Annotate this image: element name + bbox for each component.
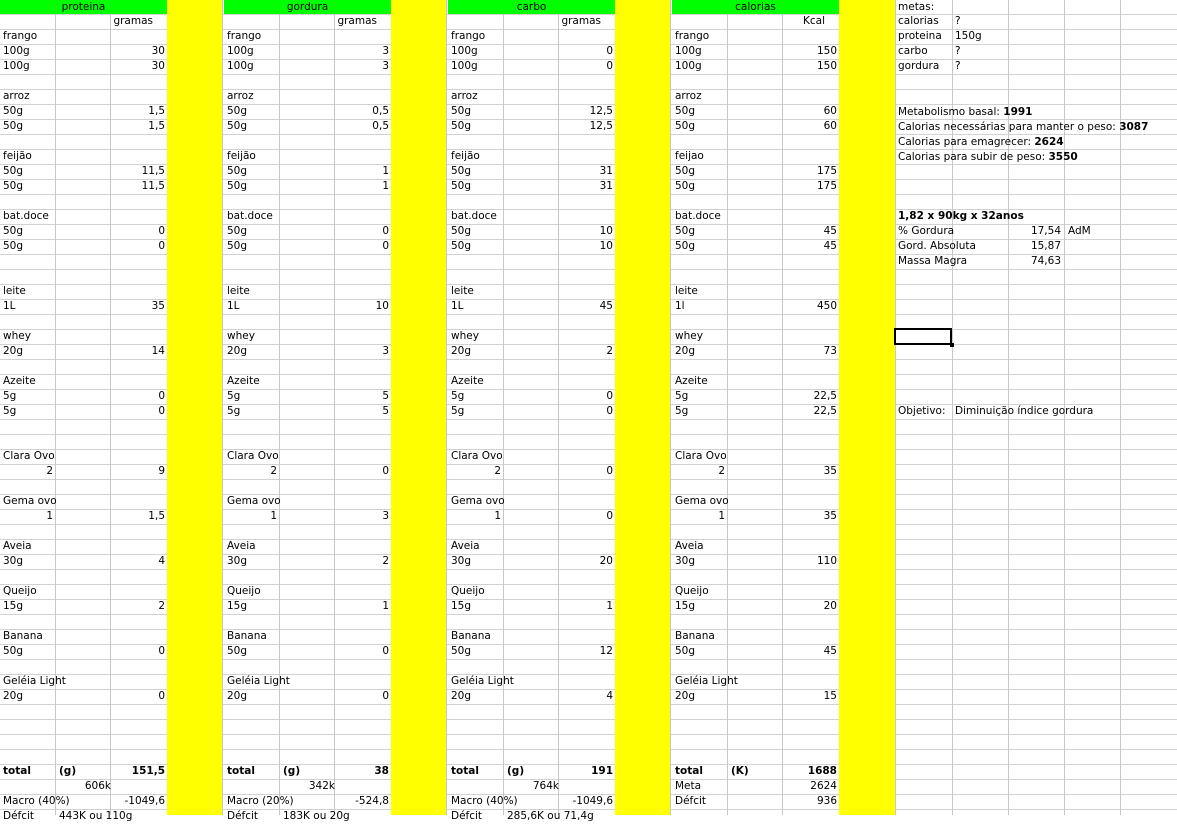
quantity-cell[interactable]: 50g (227, 240, 248, 252)
value-cell[interactable]: 3 (382, 60, 389, 72)
goal-label[interactable]: proteina (898, 30, 942, 42)
quantity-cell[interactable]: 30g (675, 555, 696, 567)
value-cell[interactable]: 60 (823, 120, 837, 132)
unit-label: gramas (337, 15, 377, 27)
value-cell[interactable]: 150 (816, 60, 837, 72)
quantity-cell[interactable]: 20g (3, 345, 24, 357)
gridline-col (670, 0, 671, 815)
quantity-cell[interactable]: 1 (46, 510, 53, 522)
value-cell[interactable]: 45 (823, 645, 837, 657)
unit-label: Kcal (802, 15, 825, 27)
food-name-cell[interactable]: Gema ovo (675, 495, 729, 507)
quantity-cell[interactable]: 50g (3, 645, 24, 657)
value-cell[interactable]: 35 (151, 300, 165, 312)
food-name-cell[interactable]: Gema ovo (227, 495, 281, 507)
value-cell[interactable]: 110 (816, 555, 837, 567)
quantity-cell[interactable]: 1L (227, 300, 240, 312)
objective-value[interactable]: Diminuição índice gordura (955, 405, 1094, 417)
metabolism-value: 2624 (1034, 136, 1064, 148)
food-name-cell[interactable]: whey (227, 330, 255, 342)
summary-label[interactable]: Macro (20%) (227, 795, 294, 807)
value-cell[interactable]: 11,5 (141, 180, 165, 192)
quantity-cell[interactable]: 15g (3, 600, 24, 612)
value-cell[interactable]: 31 (599, 165, 613, 177)
quantity-cell[interactable]: 50g (227, 180, 248, 192)
food-name-cell[interactable]: Clara Ovo (675, 450, 727, 462)
stat-value[interactable]: 74,63 (1030, 255, 1061, 267)
value-cell[interactable]: 45 (823, 225, 837, 237)
value-cell[interactable]: 175 (816, 165, 837, 177)
quantity-cell[interactable]: 50g (675, 165, 696, 177)
value-cell[interactable]: 22,5 (813, 405, 837, 417)
quantity-cell[interactable]: 15g (227, 600, 248, 612)
gridline-col (727, 0, 728, 815)
gridline-col (55, 0, 56, 815)
value-cell[interactable]: 10 (599, 225, 613, 237)
unit-label: gramas (113, 15, 153, 27)
quantity-cell[interactable]: 5g (227, 390, 241, 402)
metabolism-text: Calorias para emagrecer: (898, 136, 1035, 148)
value-cell[interactable]: 11,5 (141, 165, 165, 177)
quantity-cell[interactable]: 50g (227, 225, 248, 237)
value-cell[interactable]: 9 (158, 465, 165, 477)
total-value[interactable]: 191 (591, 765, 613, 777)
unit-label: gramas (561, 15, 601, 27)
quantity-cell[interactable]: 5g (227, 405, 241, 417)
quantity-cell[interactable]: 20g (451, 690, 472, 702)
stat-label[interactable]: % Gordura (898, 225, 955, 237)
quantity-cell[interactable]: 50g (227, 165, 248, 177)
gridline-col (222, 0, 223, 815)
value-cell[interactable]: 12 (599, 645, 613, 657)
quantity-cell[interactable]: 50g (3, 120, 24, 132)
metabolism-value: 3087 (1119, 121, 1149, 133)
goal-value[interactable]: ? (955, 45, 961, 57)
value-cell[interactable]: 150 (816, 45, 837, 57)
food-name-cell[interactable]: Banana (451, 630, 491, 642)
quantity-cell[interactable]: 50g (3, 225, 24, 237)
quantity-cell[interactable]: 5g (451, 405, 465, 417)
quantity-cell[interactable]: 15g (675, 600, 696, 612)
quantity-cell[interactable]: 30g (3, 555, 24, 567)
quantity-cell[interactable]: 1 (270, 510, 277, 522)
food-name-cell[interactable]: leite (451, 285, 474, 297)
food-name-cell[interactable]: feijão (227, 150, 256, 162)
food-name-cell[interactable]: Aveia (675, 540, 704, 552)
total-label[interactable]: total (3, 765, 31, 777)
quantity-cell[interactable]: 50g (451, 165, 472, 177)
quantity-cell[interactable]: 50g (451, 225, 472, 237)
food-name-cell[interactable]: leite (675, 285, 698, 297)
stat-label[interactable]: Massa Magra (898, 255, 968, 267)
value-cell[interactable]: 0 (158, 645, 165, 657)
value-cell[interactable]: 45 (599, 300, 613, 312)
summary-label[interactable]: Défcit (451, 810, 483, 822)
food-name-cell[interactable]: feijão (451, 150, 480, 162)
quantity-cell[interactable]: 1 (494, 510, 501, 522)
stat-label[interactable]: Gord. Absoluta (898, 240, 976, 252)
food-name-cell[interactable]: arroz (675, 90, 702, 102)
quantity-cell[interactable]: 100g (451, 60, 478, 72)
summary-value[interactable]: 2624 (810, 780, 837, 792)
value-cell[interactable]: 60 (823, 105, 837, 117)
food-name-cell[interactable]: Geléia Light (675, 675, 738, 687)
food-name-cell[interactable]: bat.doce (3, 210, 49, 222)
separator-column (391, 0, 446, 815)
total-unit[interactable]: (g) (283, 765, 301, 777)
value-cell[interactable]: 1 (382, 600, 389, 612)
quantity-cell[interactable]: 100g (227, 45, 254, 57)
value-cell[interactable]: 5 (382, 405, 389, 417)
food-name-cell[interactable]: feijão (3, 150, 32, 162)
quantity-cell[interactable]: 50g (451, 240, 472, 252)
value-cell[interactable]: 1,5 (148, 105, 165, 117)
total-label[interactable]: total (675, 765, 703, 777)
metas-title: metas: (898, 1, 935, 13)
food-name-cell[interactable]: Gema ovo (451, 495, 505, 507)
quantity-cell[interactable]: 5g (675, 405, 689, 417)
food-name-cell[interactable]: Queijo (451, 585, 485, 597)
quantity-cell[interactable]: 50g (675, 240, 696, 252)
food-name-cell[interactable]: Azeite (451, 375, 484, 387)
food-name-cell[interactable]: frango (675, 30, 710, 42)
total-unit[interactable]: (g) (59, 765, 77, 777)
summary-note[interactable]: 606k (84, 780, 111, 792)
quantity-cell[interactable]: 50g (675, 105, 696, 117)
metabolism-line[interactable] (898, 120, 1168, 135)
goal-value[interactable]: 150g (955, 30, 982, 42)
quantity-cell[interactable]: 100g (675, 60, 702, 72)
selected-cell[interactable] (894, 328, 952, 345)
food-name-cell[interactable]: Banana (3, 630, 43, 642)
total-value[interactable]: 38 (374, 765, 389, 777)
quantity-cell[interactable]: 50g (451, 645, 472, 657)
quantity-cell[interactable]: 50g (675, 180, 696, 192)
quantity-cell[interactable]: 5g (3, 405, 17, 417)
quantity-cell[interactable]: 20g (227, 690, 248, 702)
quantity-cell[interactable]: 20g (675, 345, 696, 357)
value-cell[interactable]: 30 (151, 45, 165, 57)
food-name-cell[interactable]: Geléia Light (451, 675, 514, 687)
value-cell[interactable]: 0 (606, 60, 613, 72)
quantity-cell[interactable]: 50g (3, 240, 24, 252)
value-cell[interactable]: 1,5 (148, 120, 165, 132)
food-name-cell[interactable]: Aveia (3, 540, 32, 552)
food-name-cell[interactable]: Azeite (3, 375, 36, 387)
quantity-cell[interactable]: 50g (451, 105, 472, 117)
value-cell[interactable]: 73 (823, 345, 837, 357)
goal-value[interactable]: ? (955, 15, 961, 27)
value-cell[interactable]: 10 (599, 240, 613, 252)
value-cell[interactable]: 4 (158, 555, 165, 567)
gridline-col (503, 0, 504, 815)
value-cell[interactable]: 0 (606, 390, 613, 402)
value-cell[interactable]: 1 (382, 165, 389, 177)
food-name-cell[interactable]: feijao (675, 150, 704, 162)
summary-value[interactable]: -524,8 (355, 795, 389, 807)
value-cell[interactable]: 10 (375, 300, 389, 312)
metabolism-value: 3550 (1048, 151, 1078, 163)
value-cell[interactable]: 0,5 (372, 120, 389, 132)
food-name-cell[interactable]: Azeite (675, 375, 708, 387)
quantity-cell[interactable]: 100g (675, 45, 702, 57)
block-header: gordura (224, 0, 391, 14)
block-header: carbo (448, 0, 615, 14)
value-cell[interactable]: 31 (599, 180, 613, 192)
food-name-cell[interactable]: leite (227, 285, 250, 297)
separator-column (839, 0, 895, 815)
food-name-cell[interactable]: bat.doce (451, 210, 497, 222)
value-cell[interactable]: 0 (158, 390, 165, 402)
stat-value[interactable]: 15,87 (1030, 240, 1061, 252)
value-cell[interactable]: 5 (382, 390, 389, 402)
quantity-cell[interactable]: 2 (718, 465, 725, 477)
value-cell[interactable]: 0 (606, 45, 613, 57)
summary-note[interactable]: 443K ou 110g (59, 810, 133, 822)
quantity-cell[interactable]: 2 (494, 465, 501, 477)
quantity-cell[interactable]: 5g (675, 390, 689, 402)
summary-note[interactable]: 285,6K ou 71,4g (507, 810, 594, 822)
quantity-cell[interactable]: 20g (3, 690, 24, 702)
summary-label[interactable]: Défcit (3, 810, 35, 822)
objective-label[interactable]: Objetivo: (898, 405, 946, 417)
quantity-cell[interactable]: 5g (3, 390, 17, 402)
summary-note[interactable]: 183K ou 20g (283, 810, 350, 822)
food-name-cell[interactable]: arroz (3, 90, 30, 102)
value-cell[interactable]: 12,5 (589, 105, 613, 117)
value-cell[interactable]: 35 (823, 510, 837, 522)
goal-value[interactable]: ? (955, 60, 961, 72)
summary-value[interactable]: -1049,6 (572, 795, 613, 807)
goal-label[interactable]: carbo (898, 45, 928, 57)
gridline-col (279, 0, 280, 815)
summary-value[interactable]: 936 (816, 795, 837, 807)
total-label[interactable]: total (227, 765, 255, 777)
value-cell[interactable]: 12,5 (589, 120, 613, 132)
summary-value[interactable]: -1049,6 (124, 795, 165, 807)
value-cell[interactable]: 22,5 (813, 390, 837, 402)
metabolism-value: 1991 (1003, 106, 1033, 118)
value-cell[interactable]: 0 (606, 510, 613, 522)
value-cell[interactable]: 2 (382, 555, 389, 567)
food-name-cell[interactable]: Banana (675, 630, 715, 642)
stat-value[interactable]: 17,54 (1030, 225, 1061, 237)
quantity-cell[interactable]: 20g (451, 345, 472, 357)
food-name-cell[interactable]: bat.doce (227, 210, 273, 222)
metabolism-text: Calorias necessárias para manter o peso: (898, 121, 1120, 133)
block-header: proteina (0, 0, 167, 14)
summary-note[interactable]: 342k (308, 780, 335, 792)
value-cell[interactable]: 2 (606, 345, 613, 357)
value-cell[interactable]: 20 (599, 555, 613, 567)
food-name-cell[interactable]: whey (451, 330, 479, 342)
value-cell[interactable]: 0 (382, 225, 389, 237)
food-name-cell[interactable]: arroz (451, 90, 478, 102)
summary-label[interactable]: Macro (40%) (451, 795, 518, 807)
summary-label[interactable]: Macro (40%) (3, 795, 70, 807)
metabolism-line[interactable] (898, 105, 1168, 120)
food-name-cell[interactable]: Azeite (227, 375, 260, 387)
quantity-cell[interactable]: 50g (227, 105, 248, 117)
food-name-cell[interactable]: Aveia (451, 540, 480, 552)
food-name-cell[interactable]: whey (3, 330, 31, 342)
quantity-cell[interactable]: 5g (451, 390, 465, 402)
value-cell[interactable]: 450 (816, 300, 837, 312)
food-name-cell[interactable]: Clara Ovo (227, 450, 279, 462)
quantity-cell[interactable]: 50g (3, 180, 24, 192)
summary-label[interactable]: Défcit (227, 810, 259, 822)
value-cell[interactable]: 14 (151, 345, 165, 357)
quantity-cell[interactable]: 100g (3, 45, 30, 57)
separator-column (167, 0, 222, 815)
value-cell[interactable]: 1 (382, 180, 389, 192)
value-cell[interactable]: 0 (158, 405, 165, 417)
quantity-cell[interactable]: 50g (675, 120, 696, 132)
value-cell[interactable]: 175 (816, 180, 837, 192)
value-cell[interactable]: 4 (606, 690, 613, 702)
value-cell[interactable]: 3 (382, 510, 389, 522)
food-name-cell[interactable]: frango (227, 30, 262, 42)
food-name-cell[interactable]: frango (3, 30, 38, 42)
quantity-cell[interactable]: 50g (227, 645, 248, 657)
quantity-cell[interactable]: 30g (227, 555, 248, 567)
quantity-cell[interactable]: 1 (718, 510, 725, 522)
quantity-cell[interactable]: 30g (451, 555, 472, 567)
quantity-cell[interactable]: 2 (270, 465, 277, 477)
total-value[interactable]: 151,5 (131, 765, 165, 777)
quantity-cell[interactable]: 1l (675, 300, 685, 312)
food-name-cell[interactable]: Banana (227, 630, 267, 642)
metabolism-line[interactable] (898, 135, 1168, 150)
quantity-cell[interactable]: 20g (675, 690, 696, 702)
quantity-cell[interactable]: 50g (451, 180, 472, 192)
value-cell[interactable]: 2 (158, 600, 165, 612)
quantity-cell[interactable]: 15g (451, 600, 472, 612)
food-name-cell[interactable]: Queijo (3, 585, 37, 597)
food-name-cell[interactable]: Queijo (675, 585, 709, 597)
value-cell[interactable]: 0 (382, 690, 389, 702)
quantity-cell[interactable]: 100g (227, 60, 254, 72)
separator-column (615, 0, 670, 815)
value-cell[interactable]: 3 (382, 45, 389, 57)
value-cell[interactable]: 0 (158, 690, 165, 702)
quantity-cell[interactable]: 50g (675, 225, 696, 237)
food-name-cell[interactable]: Geléia Light (227, 675, 290, 687)
summary-label[interactable]: Défcit (675, 795, 707, 807)
value-cell[interactable]: 0 (606, 465, 613, 477)
metabolism-line[interactable] (898, 150, 1168, 165)
summary-note[interactable]: 764k (532, 780, 559, 792)
food-name-cell[interactable]: Clara Ovo (451, 450, 503, 462)
food-name-cell[interactable]: whey (675, 330, 703, 342)
value-cell[interactable]: 1 (606, 600, 613, 612)
total-unit[interactable]: (K) (731, 765, 749, 777)
quantity-cell[interactable]: 1L (3, 300, 16, 312)
food-name-cell[interactable]: Clara Ovo (3, 450, 55, 462)
value-cell[interactable]: 0 (382, 240, 389, 252)
value-cell[interactable]: 35 (823, 465, 837, 477)
food-name-cell[interactable]: Aveia (227, 540, 256, 552)
value-cell[interactable]: 0 (158, 240, 165, 252)
food-name-cell[interactable]: bat.doce (675, 210, 721, 222)
quantity-cell[interactable]: 100g (3, 60, 30, 72)
food-name-cell[interactable]: Gema ovo (3, 495, 57, 507)
value-cell[interactable]: 0 (382, 465, 389, 477)
quantity-cell[interactable]: 20g (227, 345, 248, 357)
gridline-col (446, 0, 447, 815)
quantity-cell[interactable]: 50g (451, 120, 472, 132)
quantity-cell[interactable]: 50g (3, 105, 24, 117)
quantity-cell[interactable]: 100g (451, 45, 478, 57)
value-cell[interactable]: 0 (382, 645, 389, 657)
value-cell[interactable]: 0,5 (372, 105, 389, 117)
total-value[interactable]: 1688 (807, 765, 837, 777)
food-name-cell[interactable]: frango (451, 30, 486, 42)
total-label[interactable]: total (451, 765, 479, 777)
gridline-col (895, 0, 896, 815)
value-cell[interactable]: 20 (823, 600, 837, 612)
value-cell[interactable]: 45 (823, 240, 837, 252)
metabolism-text: Calorias para subir de peso: (898, 151, 1049, 163)
quantity-cell[interactable]: 50g (675, 645, 696, 657)
goal-label[interactable]: gordura (898, 60, 940, 72)
food-name-cell[interactable]: arroz (227, 90, 254, 102)
food-name-cell[interactable]: leite (3, 285, 26, 297)
food-name-cell[interactable]: Queijo (227, 585, 261, 597)
body-stats-title[interactable]: 1,82 x 90kg x 32anos (898, 210, 1024, 222)
quantity-cell[interactable]: 50g (3, 165, 24, 177)
value-cell[interactable]: 1,5 (148, 510, 165, 522)
quantity-cell[interactable]: 50g (227, 120, 248, 132)
total-unit[interactable]: (g) (507, 765, 525, 777)
summary-label[interactable]: Meta (675, 780, 702, 792)
quantity-cell[interactable]: 1L (451, 300, 464, 312)
value-cell[interactable]: 0 (158, 225, 165, 237)
value-cell[interactable]: 0 (606, 405, 613, 417)
metabolism-text: Metabolismo basal: (898, 106, 1004, 118)
goal-label[interactable]: calorias (898, 15, 939, 27)
value-cell[interactable]: 3 (382, 345, 389, 357)
value-cell[interactable]: 15 (823, 690, 837, 702)
quantity-cell[interactable]: 2 (46, 465, 53, 477)
food-name-cell[interactable]: Geléia Light (3, 675, 66, 687)
stat-note[interactable]: AdM (1068, 225, 1091, 237)
block-header: calorias (672, 0, 839, 14)
value-cell[interactable]: 30 (151, 60, 165, 72)
